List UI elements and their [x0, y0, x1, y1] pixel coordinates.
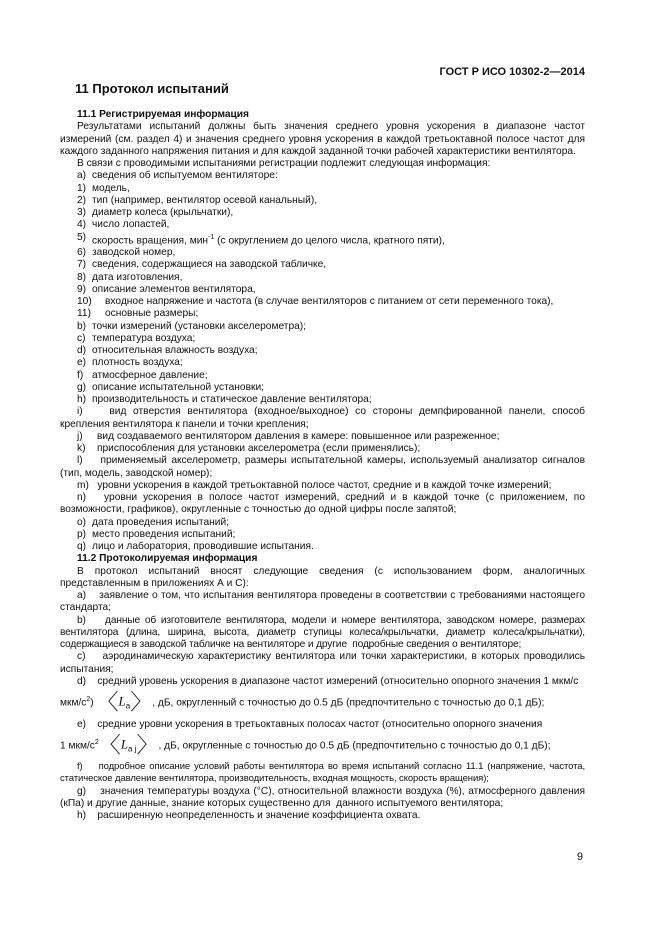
list-item: 7) сведения, содержащиеся на заводской табличке,: [77, 259, 327, 271]
document-body: [60, 109, 588, 822]
list-item: 4) число лопастей,: [77, 219, 170, 231]
list-item: 5) скорость вращения, мин$^{-1}$ (с округлением до целого числа, кратного пяти),: [77, 231, 445, 246]
list-item: l) применяемый акселерометр, размеры испытательной камеры, используемый анализатор сигналов (тип, модель, заводской номер);: [60, 455, 588, 479]
list-item: 1) модель,: [77, 182, 130, 194]
angle-bracket-open: 〈: [98, 733, 121, 759]
list-item: j) вид создаваемого вентилятором давления в камере: повышенное или разреженное;: [77, 430, 500, 442]
list-item: 10) входное напряжение и частота (в случае вентиляторов с питанием от сети переменного тока),: [77, 296, 554, 308]
list-item: f) подробное описание условий работы вентилятора во время испытаний согласно 11.1 (напряжение, частота, статическое давление вентилятора, производительность, входная мощность, скорость вращения);: [60, 761, 588, 785]
list-item: p) место проведения испытаний;: [77, 528, 236, 540]
list-item: h) производительность и статическое давление вентилятора;: [77, 394, 372, 406]
formula-close: ): [90, 697, 97, 709]
list-item: e) плотность воздуха;: [77, 357, 183, 369]
list-item: 2) тип (например, вентилятор осевой канальный),: [77, 194, 318, 206]
list-item: g) значения температуры воздуха (°С), относительной влажности воздуха (%), атмосферного давления (кПа) и другие данные, знание которых существенно для данного испытуемого вентилятора;: [60, 785, 588, 809]
list-item: c) аэродинамическую характеристику вентилятора или точки характеристики, в которых проводились испытания;: [60, 651, 588, 675]
list-item: 9) описание элементов вентилятора,: [77, 283, 256, 295]
list-item: h) расширенную неопределенность и значение коэффициента охвата.: [77, 810, 421, 822]
list-item: 3) диаметр колеса (крыльчатки),: [77, 207, 234, 218]
list-item: c) температура воздуха;: [77, 332, 196, 344]
list-item: a) заявление о том, что испытания вентилятора проведены в соответствии с требованиями настоящего стандарта;: [60, 590, 588, 614]
angle-bracket-open: 〈: [96, 690, 119, 716]
angle-bracket-close: 〉: [130, 690, 153, 716]
section-title: 11 Протокол испытаний: [75, 81, 229, 96]
list-item: f) атмосферное давление;: [77, 369, 208, 381]
list-item-e: e) средние уровни ускорения в третьоктавных полосах частот (относительно опорного значения: [77, 718, 543, 730]
paragraph: В связи с проводимыми испытаниями регистрации подлежит следующая информация:: [77, 158, 491, 169]
list-item: d) относительная влажность воздуха;: [77, 345, 258, 357]
list-item: m) уровни ускорения в каждой третьоктавной полосе частот, средние и в каждой точке измерений;: [77, 479, 552, 491]
list-item: 6) заводской номер,: [77, 247, 176, 259]
list-item: n) уровни ускорения в полосе частот измерений, средний и в каждой точке (с приложением, по возможности, графиков), округленные с точностью до одной цифры после запятой;: [60, 492, 588, 516]
angle-bracket-close: 〉: [136, 733, 159, 759]
list-item: b) точки измерений (установки акселерометра);: [77, 320, 306, 332]
list-item: q) лицо и лаборатория, проводившие испытания.: [77, 541, 314, 553]
paragraph: В протокол испытаний вносят следующие сведения (с использованием форм, аналогичных представленным в приложениях А и С):: [60, 565, 585, 589]
list-item-d: d) средний уровень ускорения в диапазоне частот измерений (относительно опорного значения 1 мкм/с: [77, 675, 579, 687]
subsection-title-11-1: 11.1 Регистрируемая информация: [77, 109, 249, 120]
document-header: ГОСТ Р ИСО 10302-2—2014: [439, 66, 585, 78]
formula-line: мкм/$с^2$) 〈$L_a$〉, дБ, округленный с точностью до 0.5 дБ (предпочтительно с точностью до 0,1 дБ);: [60, 690, 545, 716]
page-number: 9: [576, 851, 583, 863]
formula-line: 1 мкм/$с^2$〈$L_{a j}$〉, дБ, округленные с точностью до 0.5 дБ (предпочтительно с точностью до 0,1 дБ);: [60, 733, 551, 759]
list-item: 11) основные размеры;: [77, 308, 199, 320]
list-item: i) вид отверстия вентилятора (входное/выходное) со стороны демпфированной панели, способ крепления вентилятора к панели и точки крепления;: [60, 406, 588, 430]
list-item: b) данные об изготовителе вентилятора, модели и номере вентилятора, заводском номере, размерах вентилятора (длина, ширина, высота, диаметр ступицы колеса/крыльчатки, диаметр колеса/крыльчатки), содержащиеся в заводской табличке на вентиляторе и другие подробные сведения о вентиляторе;: [60, 614, 588, 651]
paragraph: Результатами испытаний должны быть значения среднего уровня ускорения в диапазоне частот измерений (см. раздел 4) и значения среднего уровня ускорения в каждой третьоктавной полосе частот для каждого заданного напряжения питания и для каждой заданной точки рабочей характеристики вентилятора.: [60, 121, 585, 157]
subsection-title-11-2: 11.2 Протоколируемая информация: [77, 553, 258, 565]
list-item: k) приспособления для установки акселерометра (если применялись);: [77, 443, 421, 455]
formula-unit: мкм/с: [60, 697, 87, 709]
list-item: o) дата проведения испытаний;: [77, 516, 229, 528]
list-item: 8) дата изготовления,: [77, 271, 183, 283]
list-item: a) сведения об испытуемом вентиляторе:: [77, 170, 278, 182]
list-item: g) описание испытательной установки;: [77, 381, 264, 393]
